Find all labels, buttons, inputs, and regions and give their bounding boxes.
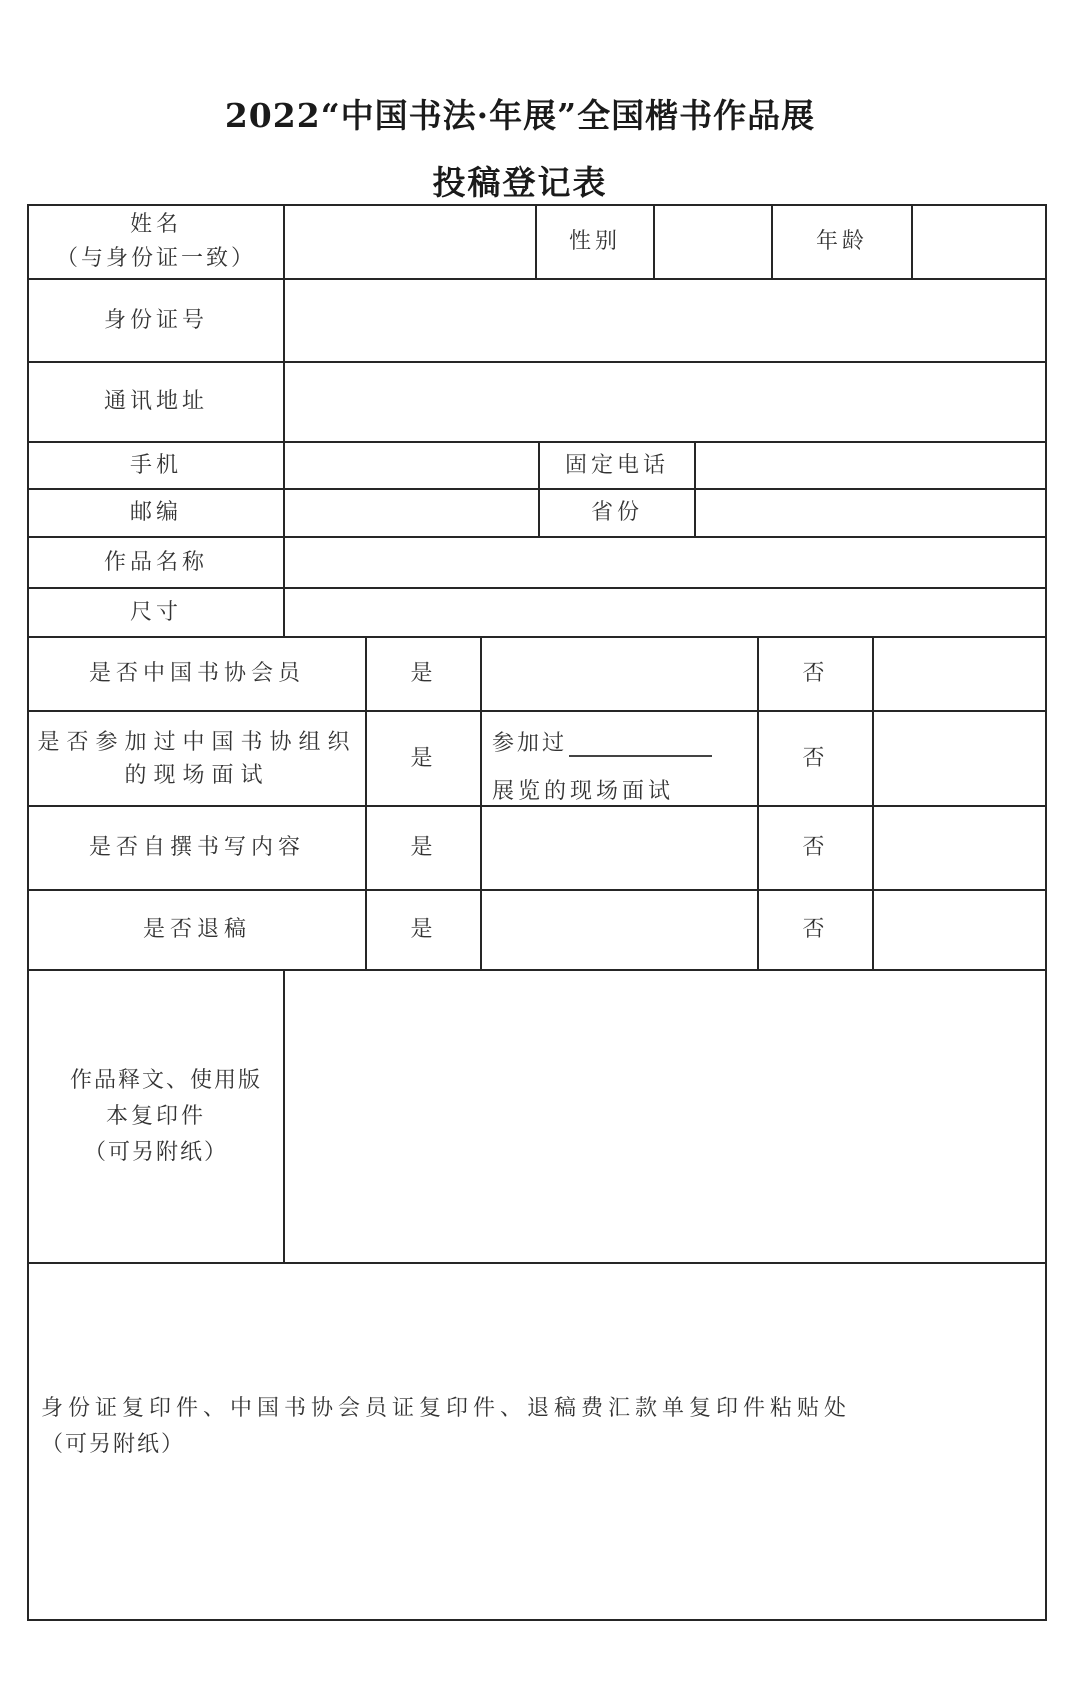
size-input[interactable] [285,589,1045,636]
interview-question-line2: 的现场面试 [124,762,270,788]
interview-question-label [29,712,365,805]
transcript-input[interactable] [285,971,1045,1262]
attachments-label-line2: （可另附纸） [41,1432,186,1457]
attachments-paste-area[interactable] [29,1264,1045,1619]
mobile-label: 手机 [129,452,182,478]
self-authored-no-label: 否 [802,835,829,860]
postcode-label: 邮编 [129,500,182,525]
transcript-label-line1: 作品释文、使用版 [69,1067,262,1093]
province-input[interactable] [696,490,1045,536]
self-authored-yes-box[interactable] [482,807,757,889]
name-label [29,206,283,278]
self-authored-no-box[interactable] [874,807,1045,889]
age-input[interactable] [913,206,1045,278]
age-label: 年龄 [815,229,868,254]
member-yes-label: 是 [410,661,437,686]
interview-no-box[interactable] [874,712,1045,805]
address-label: 通讯地址 [103,389,208,414]
interview-detail-suffix: 展览的现场面试 [492,779,675,804]
transcript-label [29,971,283,1262]
exhibition-name-blank[interactable] [569,731,712,757]
return-no-box[interactable] [874,891,1045,969]
return-question-label: 是否退稿 [142,917,251,942]
member-no-label: 否 [802,661,829,686]
province-label: 省份 [590,500,643,525]
landline-input[interactable] [696,443,1045,488]
gender-input[interactable] [655,206,771,278]
attachments-label-line1: 身份证复印件、中国书协会员证复印件、退稿费汇款单复印件粘贴处 [41,1396,852,1421]
self-authored-yes-label: 是 [410,835,437,860]
work-title-label: 作品名称 [103,549,208,575]
interview-no-label: 否 [802,745,829,771]
member-question-label: 是否中国书协会员 [88,661,305,686]
interview-detail-prefix: 参加过 [492,731,568,756]
landline-label: 固定电话 [564,452,669,478]
return-yes-label: 是 [410,917,437,942]
transcript-label-line2: 本复印件 [105,1103,206,1129]
name-input[interactable] [285,206,535,278]
name-label-note: （与身份证一致） [55,246,256,271]
postcode-input[interactable] [285,490,538,536]
interview-yes-label: 是 [410,745,437,771]
id-number-label: 身份证号 [103,307,208,333]
table-rule [1045,204,1047,1621]
form-subtitle: 投稿登记表 [432,163,608,202]
name-label-text: 姓名 [129,212,182,237]
interview-detail-box[interactable] [482,712,757,805]
return-yes-box[interactable] [482,891,757,969]
member-yes-box[interactable] [482,638,757,710]
form-title: 2022“中国书法·年展”全国楷书作品展 [224,96,816,135]
interview-question-line1: 是否参加过中国书协组织 [37,729,357,755]
size-label: 尺寸 [129,599,182,625]
id-number-input[interactable] [285,280,1045,361]
mobile-input[interactable] [285,443,538,488]
transcript-label-line3: （可另附纸） [83,1139,228,1165]
self-authored-question-label: 是否自撰书写内容 [88,835,305,860]
address-input[interactable] [285,363,1045,441]
work-title-input[interactable] [285,538,1045,587]
table-rule [27,1619,1047,1621]
return-no-label: 否 [802,917,829,942]
gender-label: 性别 [568,229,621,254]
member-no-box[interactable] [874,638,1045,710]
